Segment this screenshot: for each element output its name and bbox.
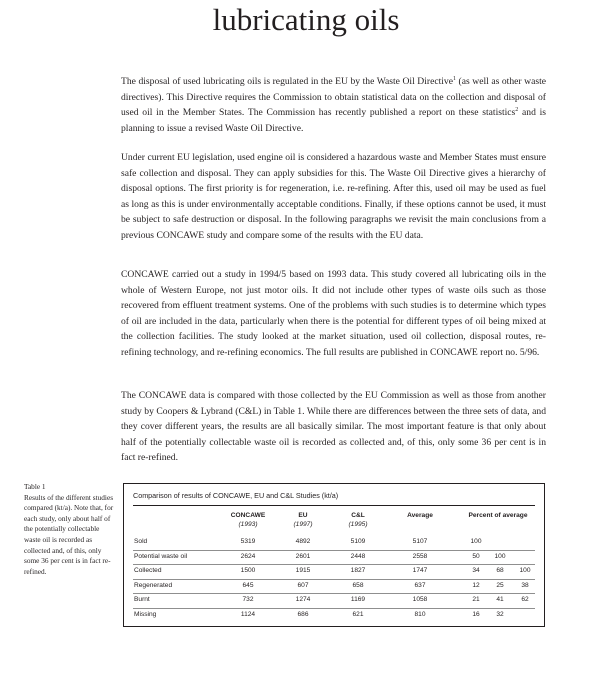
cell-average: 810 [414, 611, 426, 618]
row-divider [133, 608, 535, 609]
footnote-ref-2[interactable]: 2 [515, 107, 519, 113]
cell-percent-1: 50 [472, 552, 480, 560]
cell-cl: 658 [352, 581, 364, 589]
paragraph-3: CONCAWE carried out a study in 1994/5 based on 1993 data. This study covered all lubricating oils in the whole of Western Europe, not just motor oils. It did not include other types of waste oils such as those recovered from effluent treatment systems. One of the problems with such studies is to determine which types of oil are included in the data, particularly when there is the potential for different types of oil being mixed at the collection facilities. The study looked at the market situation, used oil collection, disposal routes, re-refining technology, and re-refining economics. The full results are published in CONCAWE report no. 5/96. [121, 269, 546, 358]
table-title-rule [133, 505, 535, 506]
col-header-concawe: CONCAWE [230, 512, 266, 519]
cell-percent-1: 16 [472, 611, 480, 618]
cell-percent-1: 34 [472, 567, 480, 575]
paragraph-2: Under current EU legislation, used engine oil is considered a hazardous waste and Member States must ensure safe collection and disposal. They can apply subsidies for this. The Waste Oil Directive gives a hierarchy of disposal options. The first priority is for regeneration, i.e. re-refining. After this, used oil may be used as fuel as long as this is under environmentally acceptable conditions. Finally, if these options cannot be used, it must be subject to safe destruction or disposal. In the following paragraphs we revisit the main conclusions from a previous CONCAWE study and compare some of the results with the EU data. [121, 152, 546, 241]
paragraph-4: The CONCAWE data is compared with those collected by the EU Commission as well as those from another study by Coopers & Lybrand (C&L) in Table 1. While there are differences between the three sets of data, and they cover different years, the results are all basically similar. The most important feature is that only about half of the potentially collectable waste oil is recorded as collected and, of this, only some 36 per cent is in fact re-refined. [121, 390, 546, 463]
col-header-percent: Percent of average [468, 512, 528, 519]
cell-concawe: 1124 [240, 611, 256, 618]
row-divider [133, 564, 535, 565]
row-divider [133, 550, 535, 551]
col-header-cl: C&L [351, 512, 365, 519]
row-divider [133, 579, 535, 580]
row-label: Sold [134, 538, 148, 545]
cell-average: 2558 [412, 552, 428, 560]
cell-cl: 5109 [350, 538, 366, 545]
cell-percent-2: 41 [496, 596, 504, 604]
cell-cl: 1169 [350, 596, 366, 604]
cell-percent-2: 68 [496, 567, 504, 575]
col-header-average: Average [407, 512, 433, 519]
table-label: Table 1 [24, 482, 46, 491]
cell-eu: 2601 [295, 552, 311, 560]
cell-eu: 1915 [295, 567, 311, 575]
cell-concawe: 5319 [240, 538, 256, 545]
col-year-concawe: (1993) [238, 521, 258, 528]
cell-percent-2: 32 [496, 611, 504, 618]
footnote-ref-1[interactable]: 1 [452, 76, 456, 82]
cell-average: 1747 [412, 567, 428, 575]
col-year-eu: (1997) [293, 521, 313, 528]
table-caption [24, 482, 116, 577]
table-title: Comparison of results of CONCAWE, EU and C&L Studies (kt/a) [133, 491, 339, 500]
col-year-cl: (1995) [348, 521, 368, 528]
cell-percent-2: 25 [496, 581, 504, 589]
cell-percent-3: 62 [521, 596, 529, 604]
row-label: Burnt [134, 596, 150, 604]
row-label: Potential waste oil [134, 552, 188, 560]
cell-concawe: 732 [242, 596, 254, 604]
cell-cl: 621 [352, 611, 364, 618]
col-header-eu: EU [298, 512, 308, 519]
results-table [123, 483, 545, 627]
row-label: Regenerated [134, 581, 173, 589]
cell-eu: 607 [297, 581, 309, 589]
cell-eu: 686 [297, 611, 309, 618]
row-label: Collected [134, 567, 162, 575]
cell-cl: 1827 [350, 567, 366, 575]
cell-concawe: 2624 [240, 552, 256, 560]
paragraph-1: The disposal of used lubricating oils is regulated in the EU by the Waste Oil Directive$^1$ (as well as other waste directives). This Directive requires the Commission to obtain statistical data on the collection and disposal of used oil in the Member States. The Commission has recently published a report on these statistics$^2$ and is planning to issue a revised Waste Oil Directive. [121, 76, 546, 134]
cell-percent-1: 12 [472, 581, 480, 589]
row-divider [133, 593, 535, 594]
cell-percent-3: 38 [521, 581, 529, 589]
cell-average: 637 [414, 581, 426, 589]
cell-eu: 4892 [295, 538, 311, 545]
page-title-main: lubricating oils [212, 2, 400, 37]
cell-average: 5107 [412, 538, 428, 545]
cell-eu: 1274 [295, 596, 311, 604]
cell-concawe: 645 [242, 581, 254, 589]
cell-percent-1: 100 [470, 538, 482, 545]
cell-percent-3: 100 [519, 567, 531, 575]
table-caption-text: Results of the different studies compared (kt/a). Note that, for each study, only about half of the potentially collectable waste oil is recorded as collected and, of this, only some 36 per cent is in fact re-refined. [24, 492, 114, 576]
cell-average: 1058 [412, 596, 428, 604]
row-label: Missing [134, 611, 157, 618]
cell-concawe: 1500 [240, 567, 256, 575]
cell-percent-1: 21 [472, 596, 480, 604]
cell-cl: 2448 [350, 552, 366, 560]
cell-percent-2: 100 [494, 552, 506, 560]
